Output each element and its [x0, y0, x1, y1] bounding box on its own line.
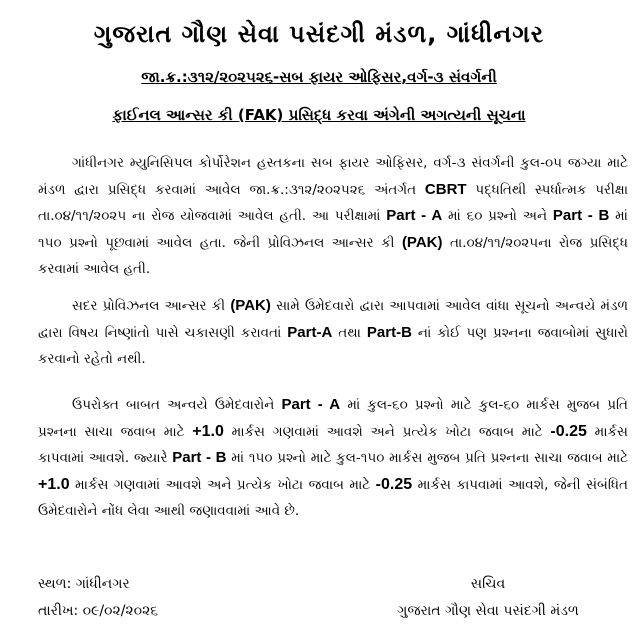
footer-place: સ્થળ: ગાંધીનગર [38, 576, 130, 592]
para3-text-4: માર્કસ કાપવામાં આવશે. જ્યારે [38, 423, 628, 466]
para2-bold-1: (PAK) [230, 297, 271, 314]
para3-bold-6: -0.25 [375, 475, 413, 493]
advertisement-subtitle: જા.ક્ર.:૩૧૨/૨૦૨૫૨૬-સબ ફાયર ઓફિસર,વર્ગ-૩ સંવર્ગની [141, 68, 497, 86]
paragraph-exam-details [38, 150, 628, 283]
para1-text-5: તા.૦૪/૧૧/૨૦૨૫ના રોજ પ્રસિદ્ધ કરવામાં આવેલ હતી. [38, 234, 628, 277]
para1-bold-3: Part - B [552, 207, 610, 224]
para1-bold-1: CBRT [424, 180, 467, 198]
para3-bold-4: Part - B [172, 449, 227, 466]
para3-text-1: ઉપરોક્ત બાબત અન્વયે ઉમેદવારોને [72, 397, 282, 413]
para3-text-3: માર્કસ ગણવામાં આવશે અને પ્રત્યેક ખોટા જવાબ માટે [223, 423, 551, 440]
para2-text-3: તથા [332, 324, 367, 341]
para3-bold-1: Part - A [281, 396, 341, 413]
para3-bold-5: +1.0 [38, 475, 70, 493]
notice-heading: ફાઈનલ આન્સર કી (FAK) પ્રસિદ્ધ કરવા અંગેની અગત્યની સૂચના [112, 106, 526, 124]
para1-text-3: માં ૬૦ પ્રશ્નો અને [442, 208, 553, 224]
footer-signatory [378, 571, 598, 625]
paragraph-marking-scheme [38, 392, 628, 525]
para3-bold-3: -0.25 [550, 422, 587, 440]
para3-text-6: માર્કસ ગણવામાં આવશે અને પ્રત્યેક ખોટા જવાબ માટે [69, 476, 376, 493]
para2-text-4: નાં કોઈ પણ પ્રશ્નના જવાબોમાં સુધારો કરવાનો રહેતો નથી. [38, 324, 628, 367]
page-title: ગુજરાત ગૌણ સેવા પસંદગી મંડળ, ગાંધીનગર [93, 20, 545, 48]
para2-text-1: સદર પ્રોવિઝનલ આન્સર કી [72, 298, 231, 314]
para3-text-2: માં કુલ-૬૦ પ્રશ્નો માટે કુલ-૬૦ માર્કસ મુજબ પ્રતિ પ્રશ્નના સાચા જવાબ માટે [38, 397, 628, 440]
footer-place-date [38, 571, 158, 625]
para1-bold-2: Part - A [386, 207, 443, 224]
para1-text-1: ગાંધીનગર મ્યુનિસિપલ કોર્પોરેશન હસ્તકના સબ ફાયર ઓફિસર, વર્ગ-૩ સંવર્ગની કુલ-૦૫ જગ્યા માટે મંડળ દ્વારા પ્રસિદ્ધ કરવામાં આવેલ જા.ક્ર.:૩૧૨/૨૦૨૫૨૬ અંતર્ગત [38, 155, 628, 198]
para3-text-7: માર્કસ કાપવામાં આવશે, જેની સંબંધિત ઉમેદવારોને નોંધ લેવા આથી જણાવવામાં આવે છે. [38, 476, 628, 519]
para2-bold-3: Part-B [366, 323, 412, 341]
footer-designation: સચિવ [470, 576, 506, 592]
para2-text-2: સામે ઉમેદવારો દ્વારા આપવામાં આવેલ વાંધા સૂચનો અન્વયે મંડળ દ્વારા વિષય નિષ્ણાંતો પાસે ચકાસણી કરાવતાં [38, 298, 629, 341]
footer-organization: ગુજરાત ગૌણ સેવા પસંદગી મંડળ [397, 603, 579, 619]
para3-text-5: માં ૧૫૦ પ્રશ્નો માટે કુલ-૧૫૦ માર્કસ મુજબ પ્રતિ પ્રશ્નના સાચા જવાબ માટે [226, 450, 628, 466]
para1-bold-4: (PAK) [401, 233, 443, 251]
paragraph-objection-review [38, 293, 628, 373]
para1-text-2: પદ્ધતિથી સ્પર્ધાત્મક પરીક્ષા તા.૦૪/૧૧/૨૦૨૫ ના રોજ યોજવામાં આવેલ હતી. આ પરીક્ષામાં [38, 181, 628, 224]
para3-bold-2: +1.0 [192, 422, 224, 440]
para2-bold-2: Part-A [287, 323, 333, 341]
footer-date: તારીખ: ૦૯/૦૨/૨૦૨૬ [38, 603, 159, 619]
para1-text-4: માં ૧૫૦ પ્રશ્નો પૂછવામાં આવેલ હતા. જેની પ્રોવિઝનલ આન્સર કી [38, 208, 628, 251]
